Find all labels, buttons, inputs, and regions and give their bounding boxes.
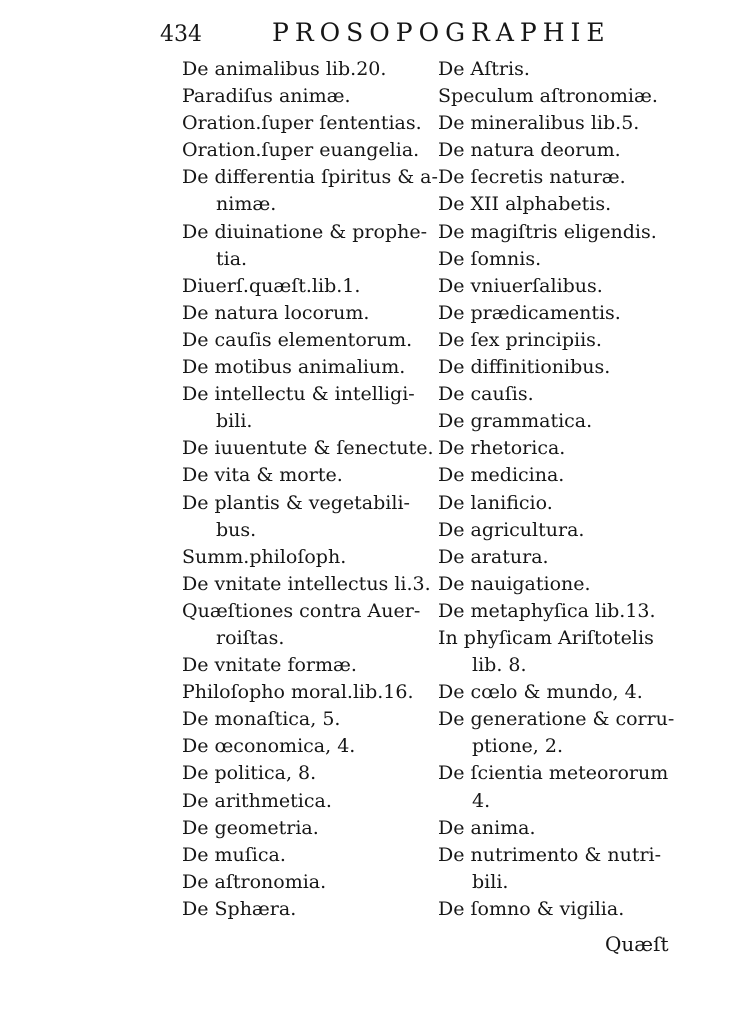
list-item: De Sphæra.	[182, 897, 297, 920]
list-item: Oration.ſuper euangelia.	[182, 139, 420, 162]
list-item: De cœlo & mundo, 4.	[438, 681, 643, 704]
list-item: De aratura.	[438, 545, 549, 568]
list-item-continuation: bili.	[472, 870, 509, 893]
list-item-continuation: tia.	[216, 247, 248, 270]
list-item: De arithmetica.	[182, 789, 332, 812]
list-item: De ſomno & vigilia.	[438, 897, 625, 920]
list-item: De natura locorum.	[182, 301, 370, 324]
list-item: De grammatica.	[438, 410, 593, 433]
list-item: De vita & morte.	[182, 464, 343, 487]
list-item: De aſtronomia.	[182, 870, 327, 893]
list-item: De cauſis.	[438, 383, 534, 406]
list-item: De monaſtica, 5.	[182, 708, 341, 731]
left-column	[182, 56, 438, 923]
list-item: De diuinatione & prophe-	[182, 220, 428, 243]
list-item: De metaphyſica lib.13.	[438, 599, 656, 622]
list-item: De ſecretis naturæ.	[438, 166, 626, 189]
list-item: De magiſtris eligendis.	[438, 220, 657, 243]
list-item: De ſex principiis.	[438, 328, 602, 351]
list-item: De iuuentute & ſenectute.	[182, 437, 434, 460]
list-item-continuation: bili.	[216, 410, 253, 433]
list-item: Diuerſ.quæſt.lib.1.	[182, 274, 361, 297]
list-item: De cauſis elementorum.	[182, 328, 413, 351]
list-item: De natura deorum.	[438, 139, 621, 162]
list-item: De generatione & corru-	[438, 708, 675, 731]
list-item: De prædicamentis.	[438, 301, 621, 324]
list-item: Paradiſus animæ.	[182, 85, 351, 108]
list-item-continuation: 4.	[472, 789, 491, 812]
list-item: De lanificio.	[438, 491, 553, 514]
list-item-continuation: ptione, 2.	[472, 735, 564, 758]
list-item-continuation: nimæ.	[216, 193, 277, 216]
list-item: Speculum aſtronomiæ.	[438, 85, 658, 108]
list-item-continuation: lib. 8.	[472, 654, 527, 677]
list-item-continuation: bus.	[216, 518, 257, 541]
list-item: De diffinitionibus.	[438, 356, 611, 379]
list-item: De medicina.	[438, 464, 565, 487]
list-item: De anima.	[438, 816, 536, 839]
list-item: De ſcientia meteororum	[438, 762, 669, 785]
running-title: PROSOPOGRAPHIE	[272, 18, 611, 47]
list-item: De XII alphabetis.	[438, 193, 612, 216]
list-item: De Aſtris.	[438, 58, 530, 80]
list-item: De motibus animalium.	[182, 356, 406, 379]
list-item: De agricultura.	[438, 518, 585, 541]
list-item: De animalibus lib.20.	[182, 58, 387, 80]
list-item: In phyſicam Ariſtotelis	[438, 626, 654, 649]
right-column	[438, 56, 698, 923]
list-item: De nutrimento & nutri-	[438, 843, 662, 866]
list-item: De mineralibus lib.5.	[438, 112, 640, 135]
list-item: Summ.philoſoph.	[182, 545, 347, 568]
list-item: Quæſtiones contra Auer-	[182, 599, 421, 622]
list-item: De vnitate intellectus li.3.	[182, 572, 431, 595]
list-item: De plantis & vegetabili-	[182, 491, 410, 514]
page-number: 434	[160, 22, 202, 47]
list-item: De nauigatione.	[438, 572, 591, 595]
catchword: Quæſt	[605, 932, 669, 956]
list-item: De muſica.	[182, 843, 286, 866]
list-item: De ſomnis.	[438, 247, 542, 270]
list-item: De geometria.	[182, 816, 319, 839]
list-item: De vnitate formæ.	[182, 654, 357, 677]
list-item-continuation: roiſtas.	[216, 626, 285, 649]
list-item: De vniuerſalibus.	[438, 274, 603, 297]
list-item: De intellectu & intelligi-	[182, 383, 415, 406]
list-item: De politica, 8.	[182, 762, 317, 785]
list-item: De œconomica, 4.	[182, 735, 356, 758]
list-item: De differentia ſpiritus & a-	[182, 166, 438, 189]
list-item: Oration.ſuper ſententias.	[182, 112, 422, 135]
list-item: Philoſopho moral.lib.16.	[182, 681, 414, 704]
list-item: De rhetorica.	[438, 437, 566, 460]
